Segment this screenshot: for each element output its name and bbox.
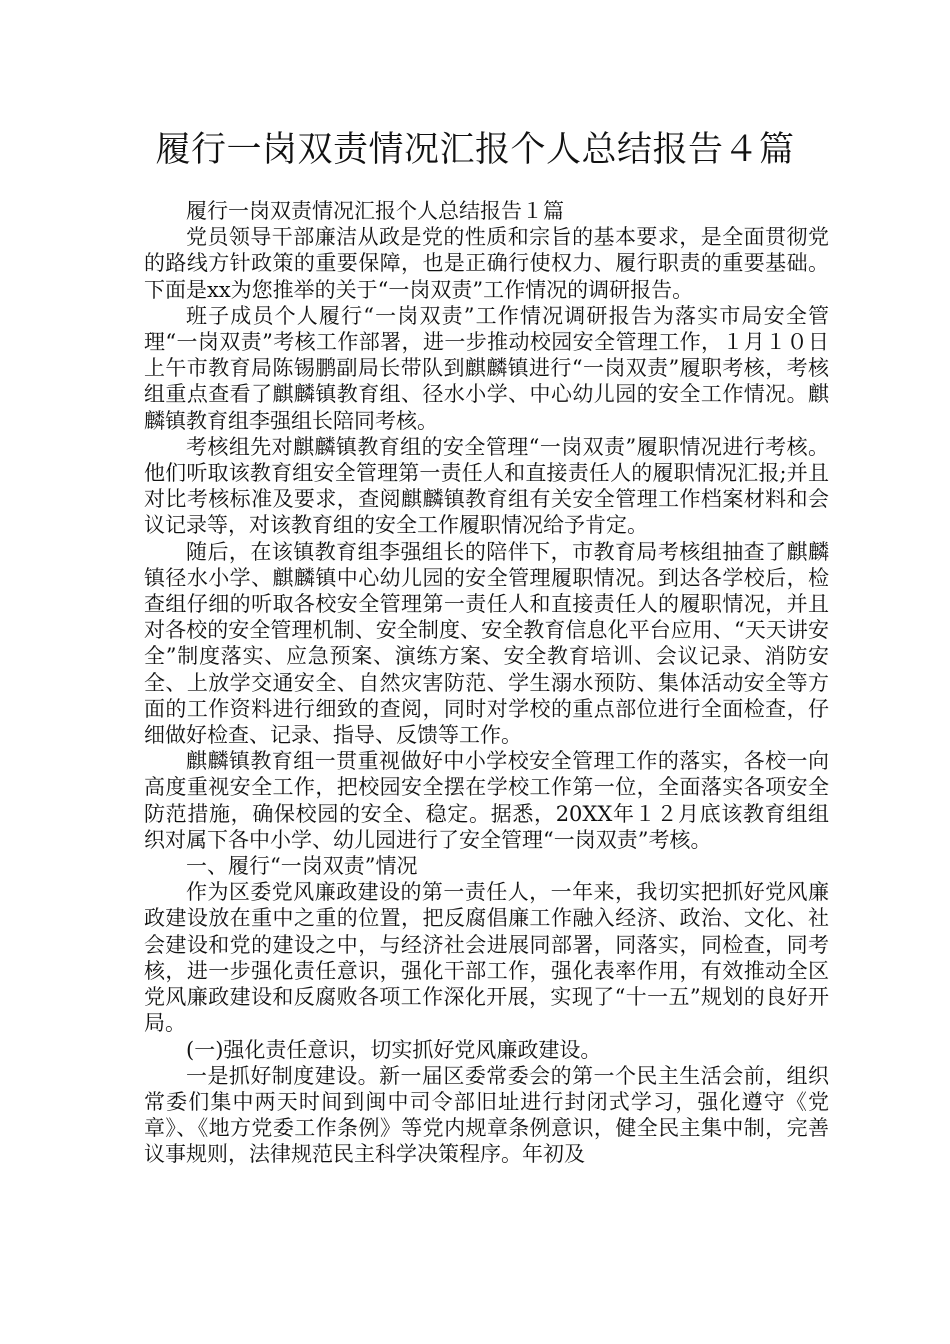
paragraph: 党员领导干部廉洁从政是党的性质和宗旨的基本要求，是全面贯彻党的路线方针政策的重要保障，也是正确行使权力、履行职责的重要基础。下面是xx为您推举的关于“一岗双责”工作情况的调研报告。 bbox=[144, 225, 829, 302]
paragraph: 一是抓好制度建设。新一届区委常委会的第一个民主生活会前，组织常委们集中两天时间到闽中司令部旧址进行封闭式学习，强化遵守《党章》、《地方党委工作条例》等党内规章条例意识，健全民主集中制，完善议事规则，法律规范民主科学决策程序。年初及 bbox=[144, 1063, 829, 1167]
paragraph: 班子成员个人履行“一岗双责”工作情况调研报告为落实市局安全管理“一岗双责”考核工作部署，进一步推动校园安全管理工作，１月１０日上午市教育局陈锡鹏副局长带队到麒麟镇进行“一岗双责”履职考核，考核组重点查看了麒麟镇教育组、径水小学、中心幼儿园的安全工作情况。麒麟镇教育组李强组长陪同考核。 bbox=[144, 303, 829, 433]
paragraph: 作为区委党风廉政建设的第一责任人，一年来，我切实把抓好党风廉政建设放在重中之重的位置，把反腐倡廉工作融入经济、政治、文化、社会建设和党的建设之中，与经济社会进展同部署，同落实，同检查，同考核，进一步强化责任意识，强化干部工作，强化表率作用，有效推动全区党风廉政建设和反腐败各项工作深化开展，实现了“十一五”规划的良好开局。 bbox=[144, 880, 829, 1036]
paragraph-report-heading: 履行一岗双责情况汇报个人总结报告１篇 bbox=[186, 199, 564, 223]
paragraph: 考核组先对麒麟镇教育组的安全管理“一岗双责”履职情况进行考核。他们听取该教育组安全管理第一责任人和直接责任人的履职情况汇报;并且对比考核标准及要求，查阅麒麟镇教育组有关安全管理工作档案材料和会议记录等，对该教育组的安全工作履职情况给予肯定。 bbox=[144, 434, 829, 538]
subsection-heading: (一)强化责任意识，切实抓好党风廉政建设。 bbox=[186, 1037, 602, 1062]
paragraph: 随后，在该镇教育组李强组长的陪伴下，市教育局考核组抽查了麒麟镇径水小学、麒麟镇中心幼儿园的安全管理履职情况。到达各学校后，检查组仔细的听取各校安全管理第一责任人和直接责任人的履职情况，并且对各校的安全管理机制、安全制度、安全教育信息化平台应用、“天天讲安全”制度落实、应急预案、演练方案、安全教育培训、会议记录、消防安全、上放学交通安全、自然灾害防范、学生溺水预防、集体活动安全等方面的工作资料进行细致的查阅，同时对学校的重点部位进行全面检查，仔细做好检查、记录、指导、反馈等工作。 bbox=[144, 539, 829, 748]
section-heading: 一、履行“一岗双责”情况 bbox=[186, 854, 418, 879]
document-body bbox=[144, 198, 829, 1168]
paragraph: 麒麟镇教育组一贯重视做好中小学校安全管理工作的落实，各校一向高度重视安全工作，把校园安全摆在学校工作第一位，全面落实各项安全防范措施，确保校园的安全、稳定。据悉，20XX年１２月底该教育组组织对属下各中小学、幼儿园进行了安全管理“一岗双责”考核。 bbox=[144, 749, 829, 852]
document-title: 履行一岗双责情况汇报个人总结报告４篇 bbox=[155, 130, 795, 170]
